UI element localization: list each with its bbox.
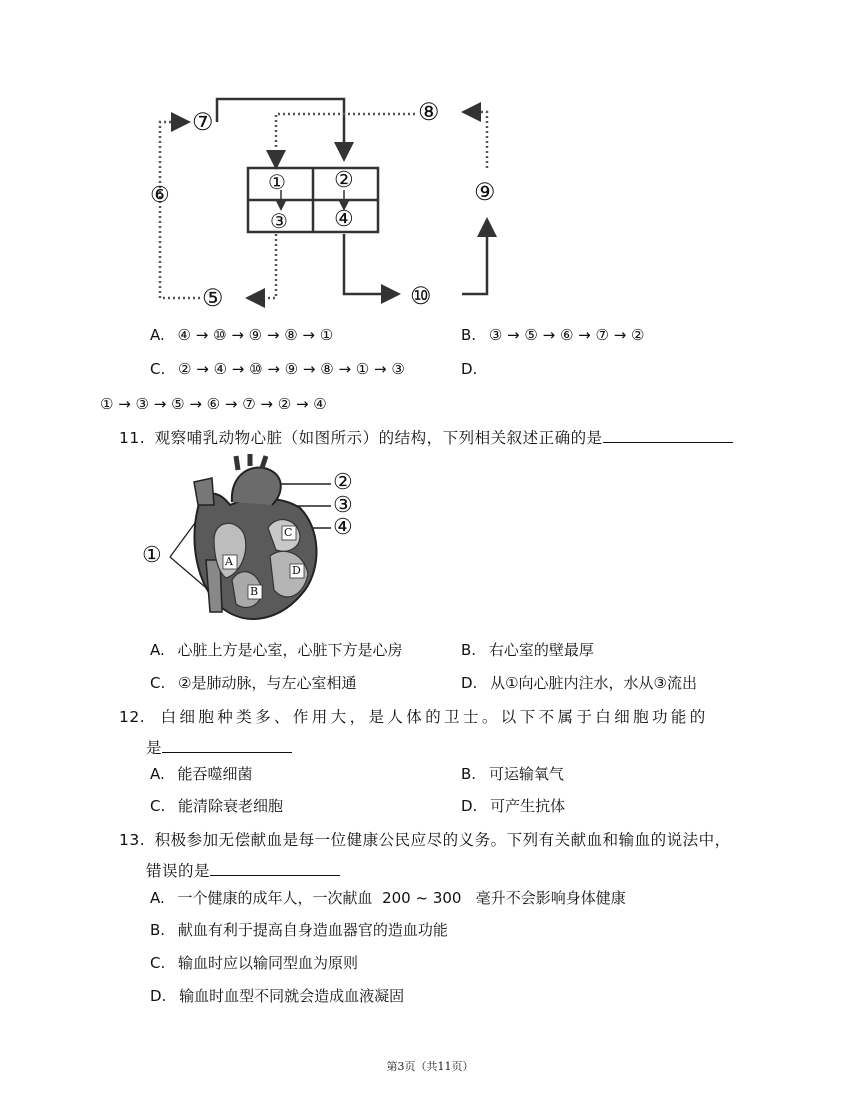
option-letter: A. (150, 889, 165, 907)
option-letter: A. (150, 326, 165, 344)
q12-option-d[interactable] (461, 796, 565, 816)
q10-option-d[interactable] (461, 359, 477, 379)
option-letter: A. (150, 641, 165, 659)
option-text: 输血时应以输同型血为原则 (178, 954, 359, 972)
answer-blank[interactable] (603, 426, 733, 443)
q13-option-d[interactable] (150, 986, 404, 1006)
option-letter: C. (150, 360, 166, 378)
question-13 (119, 830, 731, 850)
chamber-label-c: C (284, 526, 293, 539)
option-letter: D. (461, 360, 478, 378)
diagram-label-7: ⑦ (192, 108, 214, 136)
option-letter: A. (150, 765, 165, 783)
q11-option-a[interactable] (150, 640, 403, 660)
answer-blank[interactable] (210, 859, 340, 876)
q11-option-b[interactable] (461, 640, 594, 660)
question-12 (119, 707, 709, 727)
q10-option-a[interactable] (150, 325, 333, 345)
question-stem: 积极参加无偿献血是每一位健康公民应尽的义务。下列有关献血和输血的说法中， (154, 831, 731, 849)
option-text: 能清除衰老细胞 (178, 797, 284, 815)
question-stem: 白细胞种类多、作用大，是人体的卫士。以下不属于白细胞功能的 (160, 708, 709, 726)
q13-option-b[interactable] (150, 920, 448, 940)
option-text: ③ → ⑤ → ⑥ → ⑦ → ② (488, 326, 645, 344)
option-letter: B. (461, 641, 477, 659)
option-text: 从①向心脏内注水，水从③流出 (490, 674, 698, 692)
q12-option-c[interactable] (150, 796, 283, 816)
option-text: 献血有利于提高自身造血器官的造血功能 (177, 921, 448, 939)
heart-callout-1: ① (142, 543, 162, 568)
chamber-label-a: A (225, 555, 233, 568)
option-text: ④ → ⑩ → ⑨ → ⑧ → ① (177, 326, 334, 344)
q12-option-a[interactable] (150, 764, 253, 784)
q10-option-c[interactable] (150, 359, 405, 379)
diagram-label-4: ④ (334, 207, 354, 232)
option-text: 一个健康的成年人，一次献血 200 ~ 300 毫升不会影响身体健康 (177, 889, 626, 907)
option-letter: C. (150, 674, 166, 692)
q13-option-a[interactable] (150, 888, 626, 908)
answer-blank[interactable] (162, 736, 292, 753)
diagram-label-8: ⑧ (418, 98, 440, 126)
diagram-label-9: ⑨ (474, 178, 496, 206)
diagram-label-3: ③ (270, 209, 288, 233)
diagram-label-5: ⑤ (202, 284, 224, 312)
option-letter: D. (150, 987, 167, 1005)
q11-option-c[interactable] (150, 673, 356, 693)
option-text: 可产生抗体 (490, 797, 566, 815)
option-text: 能吞噬细菌 (177, 765, 253, 783)
q12-option-b[interactable] (461, 764, 564, 784)
diagram-label-2: ② (334, 168, 354, 193)
option-letter: C. (150, 954, 166, 972)
question-number: 13. (119, 831, 146, 849)
diagram-label-1: ① (268, 170, 286, 194)
question-number: 11. (119, 429, 146, 447)
option-letter: B. (150, 921, 166, 939)
option-letter: D. (461, 797, 478, 815)
question-stem: 观察哺乳动物心脏（如图所示）的结构，下列相关叙述正确的是 (154, 429, 603, 447)
option-letter: B. (461, 765, 477, 783)
question-stem-cont: 错误的是 (146, 862, 211, 880)
option-text: ②是肺动脉，与左心室相通 (178, 674, 357, 692)
heart-callout-3: ③ (333, 493, 353, 518)
chamber-label-b: B (250, 585, 259, 598)
q11-option-d[interactable] (461, 673, 697, 693)
option-text: 心脏上方是心室，心脏下方是心房 (177, 641, 403, 659)
question-stem-cont: 是 (146, 739, 163, 757)
question-number: 12. (119, 708, 146, 726)
chamber-label-d: D (292, 564, 301, 577)
option-text: 可运输氧气 (488, 765, 564, 783)
question-11 (119, 426, 733, 448)
option-letter: B. (461, 326, 477, 344)
question-12-line2 (146, 736, 292, 758)
option-letter: C. (150, 797, 166, 815)
q10-option-d-text: ① → ③ → ⑤ → ⑥ → ⑦ → ② → ④ (100, 395, 327, 413)
page-footer: 第3页（共11页） (386, 1060, 474, 1073)
option-text: ② → ④ → ⑩ → ⑨ → ⑧ → ① → ③ (178, 360, 405, 378)
option-text: 右心室的壁最厚 (488, 641, 594, 659)
heart-callout-2: ② (333, 470, 353, 495)
q10-option-b[interactable] (461, 325, 645, 345)
question-13-line2 (146, 859, 340, 881)
heart-callout-4: ④ (333, 515, 353, 540)
diagram-label-10: ⑩ (410, 282, 432, 310)
option-text: 输血时血型不同就会造成血液凝固 (179, 987, 405, 1005)
q13-option-c[interactable] (150, 953, 358, 973)
option-letter: D. (461, 674, 478, 692)
diagram-label-6: ⑥ (150, 183, 170, 208)
